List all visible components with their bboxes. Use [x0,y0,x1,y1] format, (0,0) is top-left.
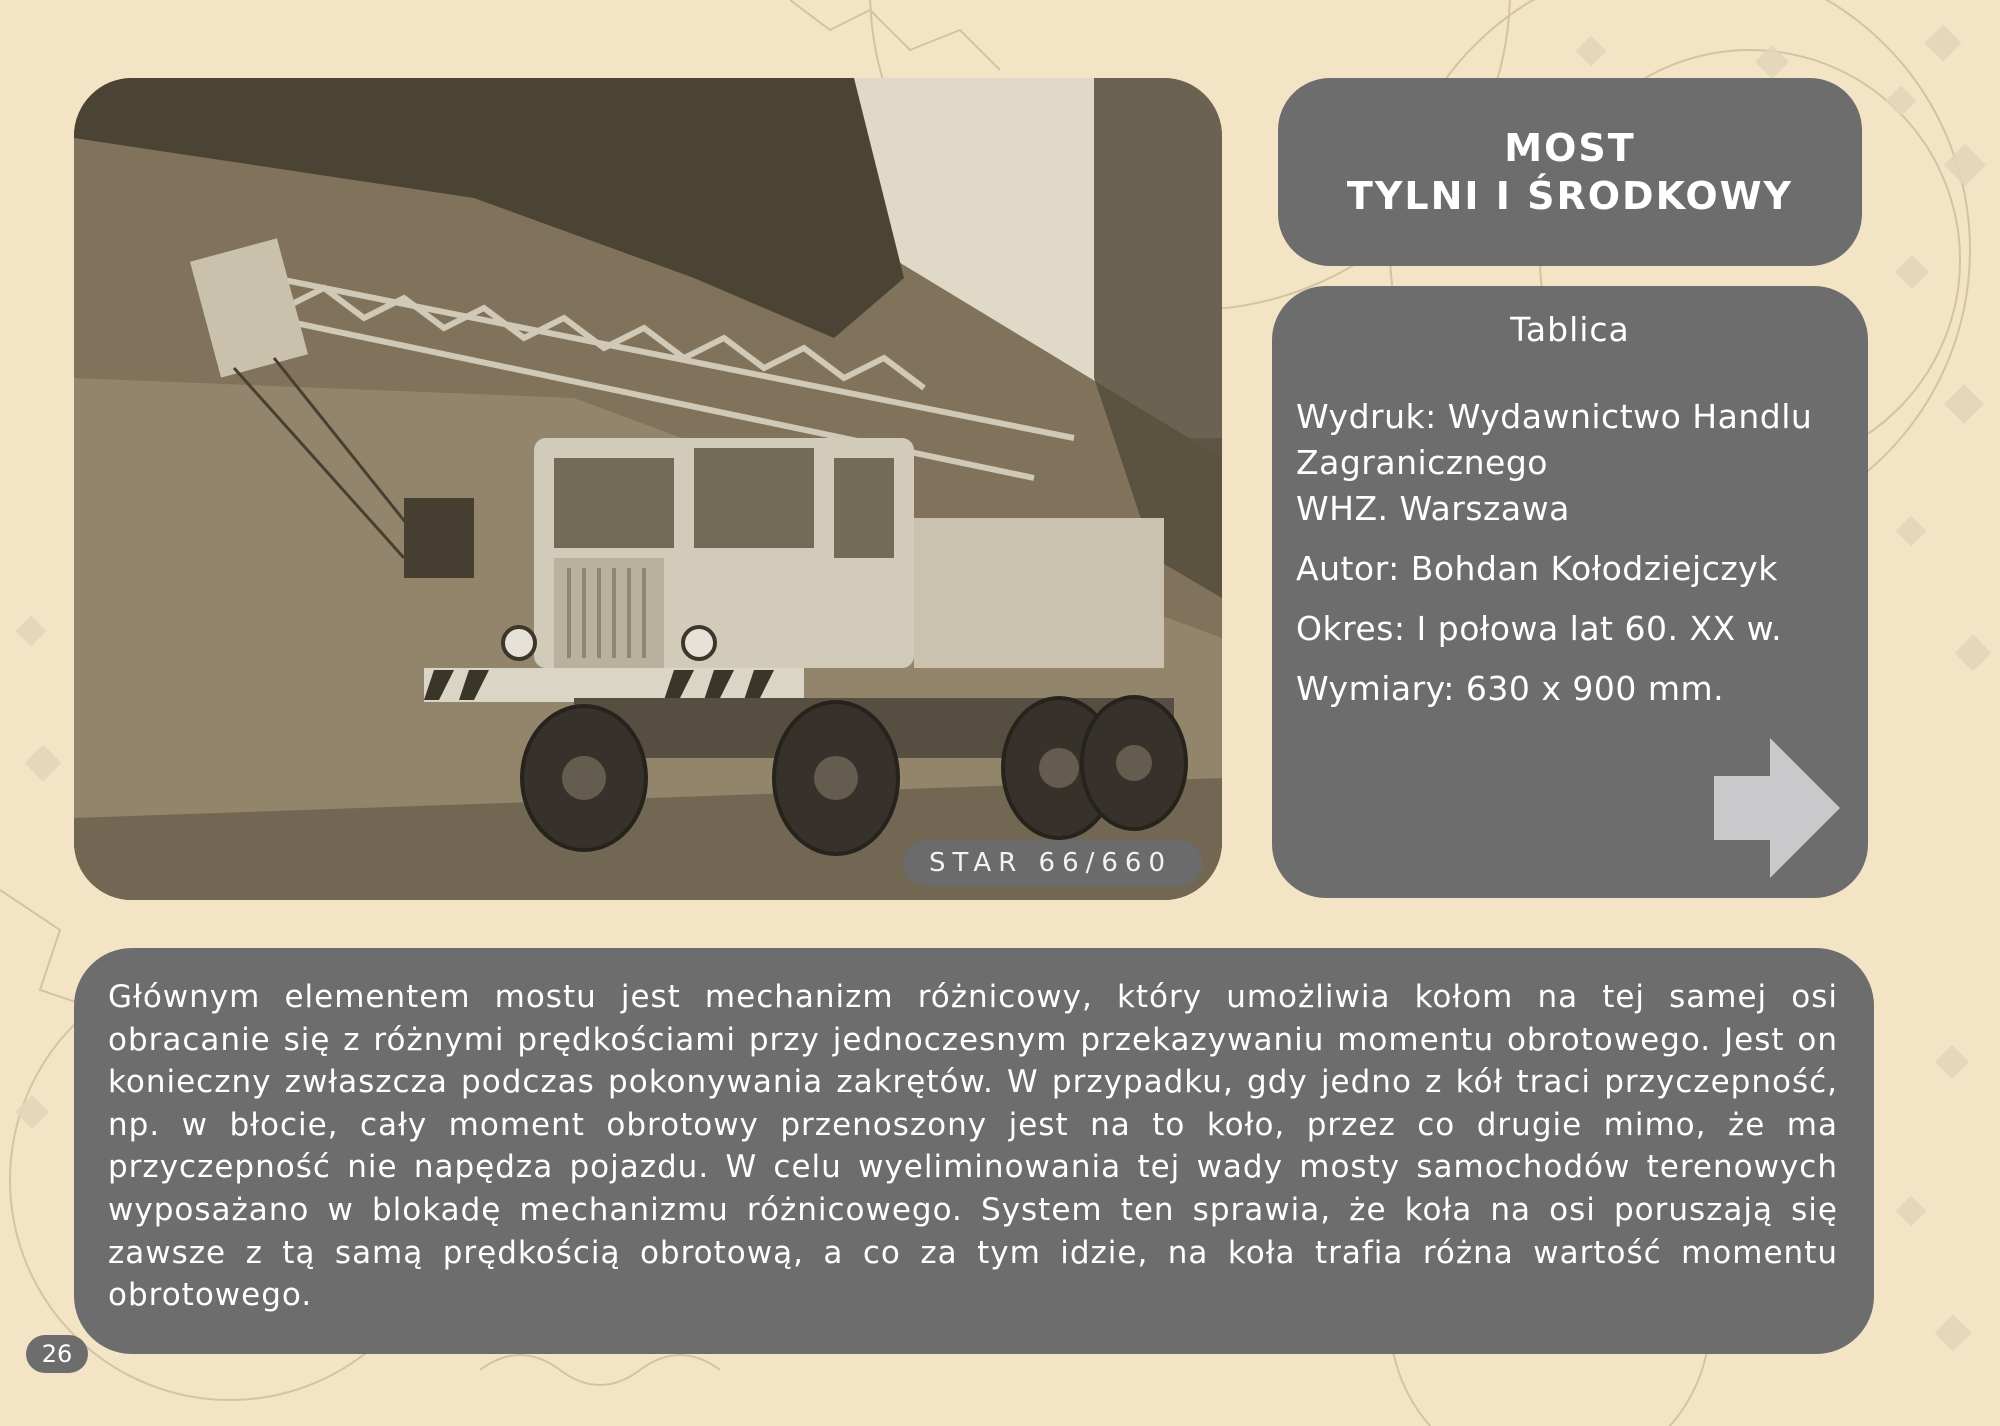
title-line-1: MOST [1504,126,1636,170]
info-period: Okres: I połowa lat 60. XX w. [1296,609,1783,648]
info-print-line-2: Zagranicznego [1296,443,1548,482]
info-dimensions: Wymiary: 630 x 900 mm. [1296,669,1725,708]
description-text: Głównym elementem mostu jest mechanizm różnicowy, który umożliwia kołom na tej samej osi obracanie się z różnymi prędkościami przy jednoczesnym przekazywaniu momentu obrotowego. Jest on konieczny zwłaszcza podczas pokonywania zakrętów. W przypadku, gdy jedno z kół traci przyczepność, np. w błocie, cały moment obrotowy przenoszony jest na to koło, przez co drugie mimo, że ma przyczepność nie napędza pojazdu. W celu wyeliminowania tej wady mosty samochodów terenowych wyposażano w blokadę mechanizmu różnicowego. System ten sprawia, że koła na osi poruszają się zawsze z tą samą prędkością obrotową, a co za tym idzie, na koła trafia różna wartość momentu obrotowego. [108,979,1838,1314]
page-number: 26 [26,1335,88,1373]
info-heading: Tablica [1510,310,1630,349]
info-author: Autor: Bohdan Kołodziejczyk [1296,549,1778,588]
description-card [74,948,1874,1354]
page-title [1278,78,1862,266]
title-line-2: TYLNI I ŚRODKOWY [1346,174,1794,218]
info-print-line-1: Wydruk: Wydawnictwo Handlu [1296,397,1813,436]
photo-caption: STAR 66/660 [903,840,1202,886]
crane-truck-illustration [74,78,1222,900]
info-print-line-3: WHZ. Warszawa [1296,489,1570,528]
crane-truck-photo [74,78,1222,900]
info-card [1272,286,1868,898]
info-list [1296,394,1856,712]
arrow-right-icon[interactable] [1712,738,1842,878]
